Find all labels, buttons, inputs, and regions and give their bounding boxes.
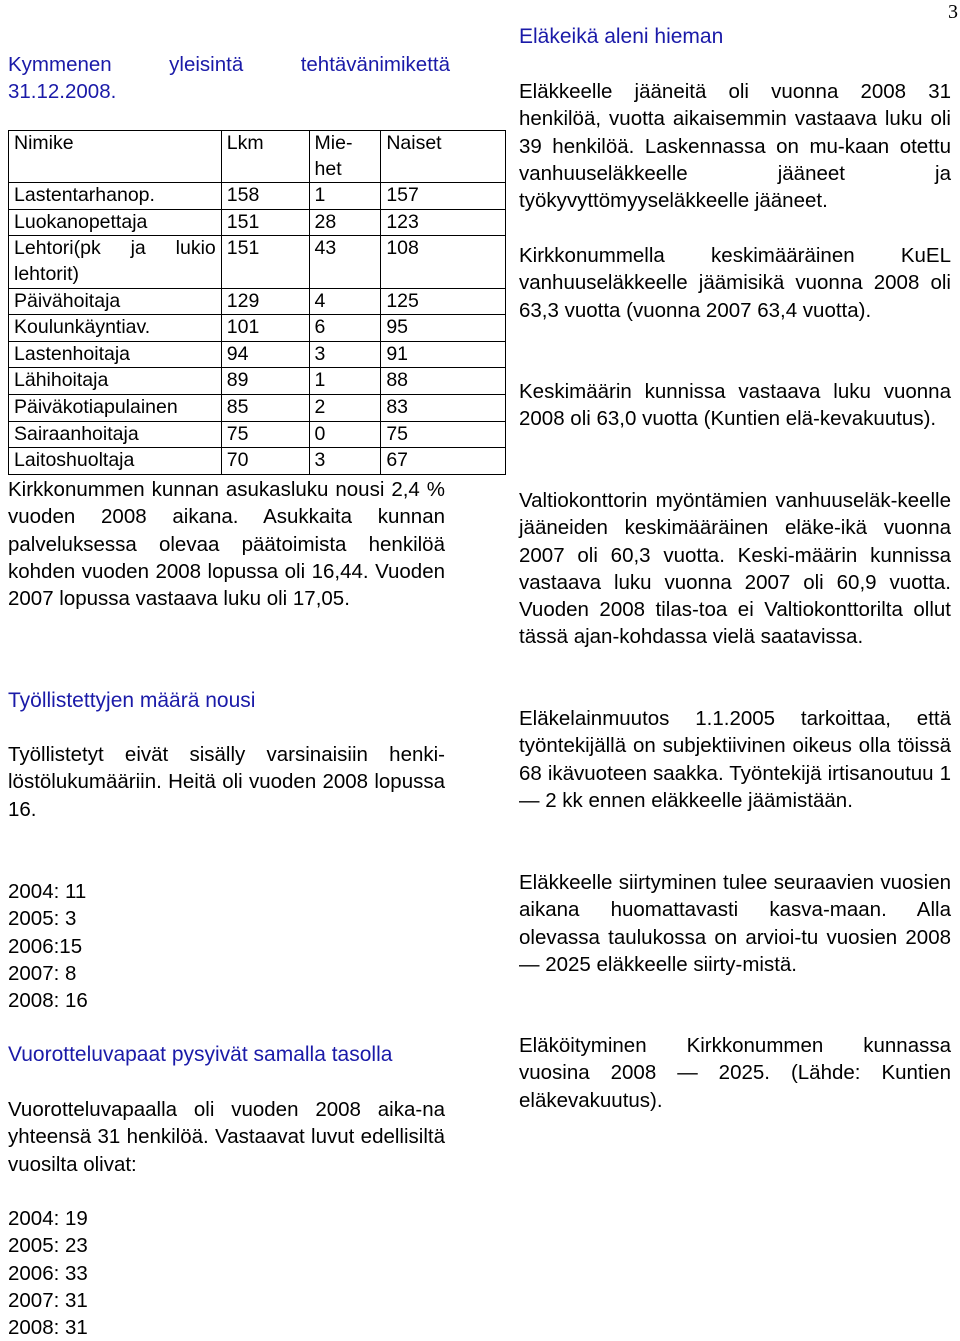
header-nimike: Nimike [9, 131, 222, 183]
cell-miehet: 3 [309, 341, 381, 368]
header-naiset: Naiset [381, 131, 506, 183]
table-row [9, 209, 506, 236]
cell-lkm: 101 [221, 315, 309, 342]
list-item: 2006: 33 [8, 1261, 88, 1285]
cell-naiset: 108 [381, 236, 506, 288]
cell-miehet: 6 [309, 315, 381, 342]
paragraph-retirement-5: Eläkelainmuutos 1.1.2005 tarkoittaa, että työntekijällä on subjektiivinen oikeus olla töissä 68 ikävuoteen saakka. Työntekijä irtisanoutuu 1 — 2 kk ennen eläkkeelle jäämistään. [519, 707, 951, 812]
cell-miehet: 1 [309, 183, 381, 210]
paragraph-retirement-1: Eläkkeelle jääneitä oli vuonna 2008 31 henkilöä, vuotta aikaisemmin vastaava luku oli 39 henkilöä. Laskennassa on mu-kaan otettu vanhuuseläkkeelle jääneet ja työkyvyttömyyseläkkeelle jääneet. [519, 80, 951, 213]
table-row [9, 341, 506, 368]
job-titles-table [8, 130, 506, 475]
cell-lkm: 94 [221, 341, 309, 368]
cell-lkm: 151 [221, 209, 309, 236]
cell-miehet: 2 [309, 394, 381, 421]
list-item: 2005: 3 [8, 907, 77, 931]
cell-nimike: Lehtori(pk ja lukio lehtorit) [9, 236, 222, 288]
table-row [9, 315, 506, 342]
list-item: 2008: 16 [8, 989, 88, 1013]
cell-lkm: 158 [221, 183, 309, 210]
heading-leave: Vuorotteluvapaat pysyivät samalla tasolla [8, 1043, 393, 1066]
page-number: 3 [948, 1, 958, 23]
heading-retirement: Eläkeikä aleni hieman [519, 25, 724, 48]
cell-lkm: 85 [221, 394, 309, 421]
cell-nimike: Laitoshuoltaja [9, 448, 222, 475]
table-row [9, 236, 506, 288]
cell-lkm: 151 [221, 236, 309, 288]
list-item: 2007: 31 [8, 1288, 88, 1312]
cell-miehet: 28 [309, 209, 381, 236]
paragraph-retirement-3: Keskimäärin kunnissa vastaava luku vuonna 2008 oli 63,0 vuotta (Kuntien elä-kevakuutus). [519, 380, 951, 431]
cell-nimike: Lähihoitaja [9, 368, 222, 395]
paragraph-retirement-6: Eläkkeelle siirtyminen tulee seuraavien vuosien aikana huomattavasti kasva-maan. Alla olevassa taulukossa on arvioi-tu vuosien 2008 — 2025 eläkkeelle siirty-mistä. [519, 871, 951, 976]
cell-naiset: 91 [381, 341, 506, 368]
cell-naiset: 88 [381, 368, 506, 395]
paragraph-retirement-7: Eläköityminen Kirkkonummen kunnassa vuosina 2008 — 2025. (Lähde: Kuntien eläkevakuutus). [519, 1034, 951, 1112]
cell-naiset: 83 [381, 394, 506, 421]
cell-miehet: 3 [309, 448, 381, 475]
table-row [9, 421, 506, 448]
list-item: 2008: 31 [8, 1316, 88, 1340]
cell-nimike: Luokanopettaja [9, 209, 222, 236]
table-caption: Kymmenen yleisintä tehtävänimikettä 31.12.2008. [8, 53, 450, 104]
cell-naiset: 75 [381, 421, 506, 448]
cell-nimike: Lastenhoitaja [9, 341, 222, 368]
cell-naiset: 157 [381, 183, 506, 210]
cell-lkm: 89 [221, 368, 309, 395]
employed-list [8, 878, 88, 1014]
heading-employed: Työllistettyjen määrä nousi [8, 689, 256, 712]
list-item: 2004: 19 [8, 1207, 88, 1230]
cell-miehet: 1 [309, 368, 381, 395]
cell-miehet: 43 [309, 236, 381, 288]
paragraph-population: Kirkkonummen kunnan asukasluku nousi 2,4 % vuoden 2008 aikana. Asukkaita kunnan palveluksessa olevaa päätoimista henkilöä kohden vuoden 2008 lopussa oli 16,44. Vuoden 2007 lopussa vastaava luku oli 17,05. [8, 478, 445, 611]
paragraph-retirement-2: Kirkkonummella keskimääräinen KuEL vanhuuseläkkeelle jäämisikä vuonna 2008 oli 63,3 vuotta (vuonna 2007 63,4 vuotta). [519, 244, 951, 322]
leave-list [8, 1205, 88, 1341]
table-row [9, 448, 506, 475]
cell-naiset: 125 [381, 288, 506, 315]
paragraph-retirement-4: Valtiokonttorin myöntämien vanhuuseläk-keelle jääneiden keskimääräinen eläke-ikä vuonna 2007 oli 60,3 vuotta. Keski-määrin kunnissa vastaava luku vuonna 2007 oli 60,9 vuotta. Vuoden 2008 tilas-toa ei Valtiokonttorilta ollut tässä ajan-kohdassa vielä saatavissa. [519, 489, 951, 649]
table-row [9, 183, 506, 210]
cell-nimike: Lastentarhanop. [9, 183, 222, 210]
cell-lkm: 70 [221, 448, 309, 475]
cell-naiset: 123 [381, 209, 506, 236]
cell-lkm: 75 [221, 421, 309, 448]
paragraph-leave: Vuorotteluvapaalla oli vuoden 2008 aika-na yhteensä 31 henkilöä. Vastaavat luvut edellisiltä vuosilta olivat: [8, 1098, 445, 1176]
cell-lkm: 129 [221, 288, 309, 315]
list-item: 2006:15 [8, 934, 83, 958]
header-lkm: Lkm [221, 131, 309, 183]
header-miehet: Mie-het [309, 131, 381, 183]
table-row [9, 368, 506, 395]
cell-nimike: Päiväkotiapulainen [9, 394, 222, 421]
list-item: 2004: 11 [8, 880, 87, 903]
cell-naiset: 95 [381, 315, 506, 342]
cell-nimike: Päivähoitaja [9, 288, 222, 315]
table-header-row [9, 131, 506, 183]
cell-miehet: 4 [309, 288, 381, 315]
paragraph-employed: Työllistetyt eivät sisälly varsinaisiin henki-löstölukumääriin. Heitä oli vuoden 2008 lopussa 16. [8, 743, 445, 821]
cell-nimike: Koulunkäyntiav. [9, 315, 222, 342]
cell-naiset: 67 [381, 448, 506, 475]
table-row [9, 394, 506, 421]
list-item: 2007: 8 [8, 961, 77, 985]
cell-nimike: Sairaanhoitaja [9, 421, 222, 448]
cell-miehet: 0 [309, 421, 381, 448]
list-item: 2005: 23 [8, 1234, 88, 1258]
table-row [9, 288, 506, 315]
